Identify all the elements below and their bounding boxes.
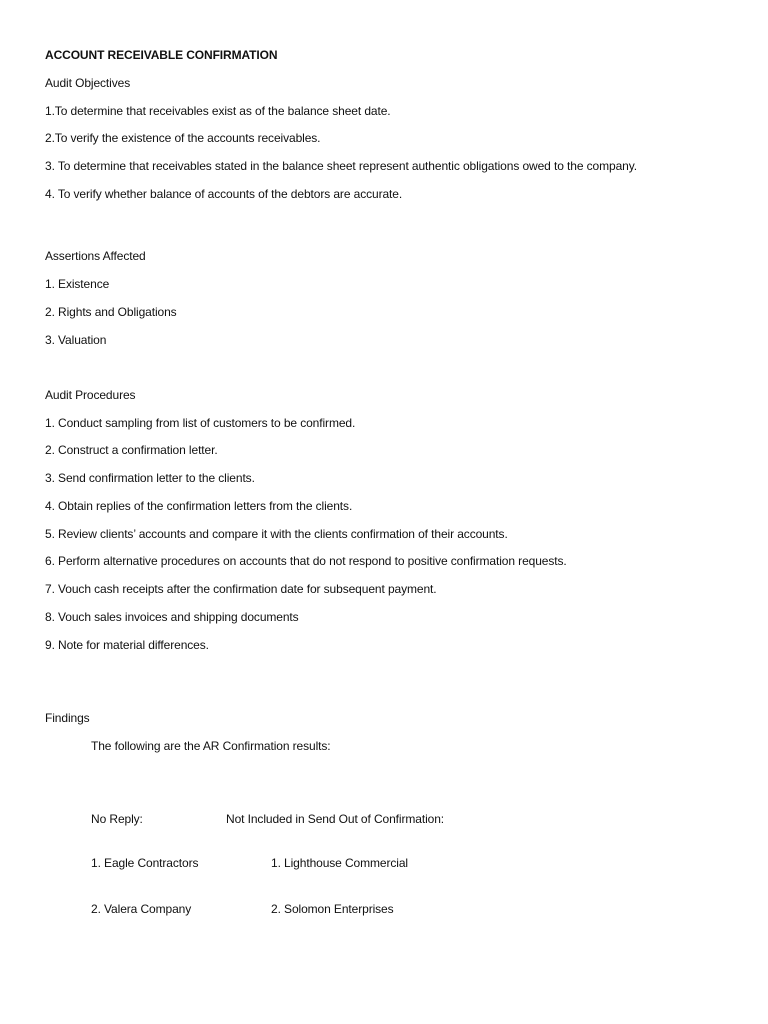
objective-item: 1.To determine that receivables exist as of the balance sheet date. xyxy=(45,104,391,118)
procedures-heading: Audit Procedures xyxy=(45,388,136,402)
not-included-item: 2. Solomon Enterprises xyxy=(271,902,394,916)
procedure-item: 5. Review clients’ accounts and compare it with the clients confirmation of their accounts. xyxy=(45,527,508,541)
procedure-item: 2. Construct a confirmation letter. xyxy=(45,443,218,457)
findings-intro: The following are the AR Confirmation results: xyxy=(91,739,331,753)
objective-item: 3. To determine that receivables stated in the balance sheet represent authentic obligations owed to the company. xyxy=(45,159,637,173)
procedure-item: 9. Note for material differences. xyxy=(45,638,209,652)
procedure-item: 6. Perform alternative procedures on accounts that do not respond to positive confirmation requests. xyxy=(45,554,567,568)
procedure-item: 7. Vouch cash receipts after the confirmation date for subsequent payment. xyxy=(45,582,437,596)
no-reply-item: 1. Eagle Contractors xyxy=(91,856,199,870)
procedure-item: 8. Vouch sales invoices and shipping documents xyxy=(45,610,299,624)
document-title: ACCOUNT RECEIVABLE CONFIRMATION xyxy=(45,48,278,62)
procedure-item: 3. Send confirmation letter to the clients. xyxy=(45,471,255,485)
procedure-item: 4. Obtain replies of the confirmation letters from the clients. xyxy=(45,499,353,513)
findings-heading: Findings xyxy=(45,711,90,725)
objective-item: 2.To verify the existence of the accounts receivables. xyxy=(45,131,321,145)
objective-item: 4. To verify whether balance of accounts of the debtors are accurate. xyxy=(45,187,403,201)
no-reply-item: 2. Valera Company xyxy=(91,902,192,916)
not-included-item: 1. Lighthouse Commercial xyxy=(271,856,409,870)
objectives-heading: Audit Objectives xyxy=(45,76,131,90)
procedure-item: 1. Conduct sampling from list of customers to be confirmed. xyxy=(45,416,356,430)
assertion-item: 3. Valuation xyxy=(45,333,107,347)
assertions-heading: Assertions Affected xyxy=(45,249,146,263)
not-included-heading: Not Included in Send Out of Confirmation: xyxy=(226,812,445,826)
assertion-item: 2. Rights and Obligations xyxy=(45,305,177,319)
assertion-item: 1. Existence xyxy=(45,277,110,291)
no-reply-heading: No Reply: xyxy=(91,812,143,826)
